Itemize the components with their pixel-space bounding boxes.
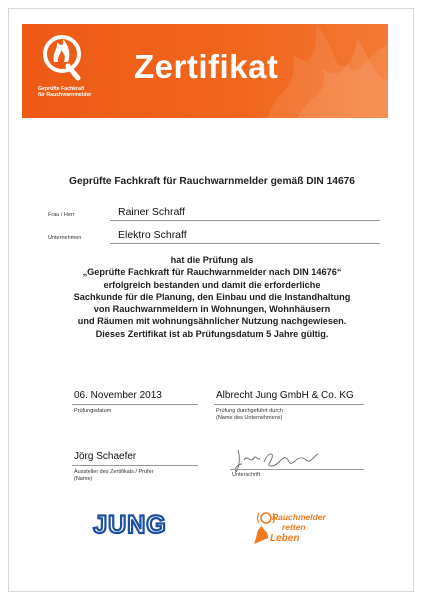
name-value: Rainer Schraff	[118, 206, 185, 218]
header-banner	[22, 24, 388, 118]
company-underline	[110, 243, 380, 244]
logo-caption	[38, 86, 118, 98]
exam-date-underline	[72, 404, 198, 405]
organisation-underline	[214, 404, 364, 405]
body-line: Dieses Zertifikat ist ab Prüfungsdatum 5 Jahre gültig.	[95, 328, 329, 339]
examiner-label-line1: Aussteller des Zertifikats / Prüfer	[74, 469, 154, 475]
examiner-label-line2: (Name)	[74, 476, 93, 482]
name-underline	[110, 220, 380, 221]
jung-logo-icon	[76, 511, 184, 539]
rrl-line2: retten	[282, 522, 306, 532]
body-line: Sachkunde für die Planung, den Einbau und die Instandhaltung	[73, 291, 351, 302]
certificate-title: Zertifikat	[134, 48, 279, 85]
exam-date-value: 06. November 2013	[74, 390, 162, 401]
signature-underline	[230, 469, 364, 470]
logo-caption-line1: Geprüfte Fachkraft	[38, 86, 85, 92]
logo-caption-line2: für Rauchwarnmelder	[38, 92, 92, 98]
organisation-label-line2: (Name des Unternehmens)	[216, 415, 283, 421]
organisation-value: Albrecht Jung GmbH & Co. KG	[216, 390, 354, 401]
body-line: von Rauchwarnmeldern in Wohnungen, Wohnhäusern	[93, 304, 331, 315]
body-line: hat die Prüfung als	[170, 255, 254, 265]
certificate-body-text	[40, 254, 384, 340]
rrl-line3: Leben	[270, 533, 300, 544]
rauchmelder-retten-leben-logo-icon	[248, 504, 326, 546]
certificate-headline: Geprüfte Fachkraft für Rauchwarnmelder gemäß DIN 14676	[69, 176, 355, 187]
signature-label: Unterschrift	[232, 472, 261, 478]
company-label: Unternehmen	[48, 235, 82, 241]
body-line: erfolgreich bestanden und damit die erforderliche	[103, 279, 321, 290]
name-label: Frau / Herr	[48, 212, 75, 218]
company-value: Elektro Schraff	[118, 229, 187, 241]
body-line: „Geprüfte Fachkraft für Rauchwarnmelder nach DIN 14676“	[82, 267, 342, 278]
body-line: und Räumen mit wohnungsähnlicher Nutzung nachgewiesen.	[77, 316, 347, 327]
jung-logo-text: JUNG	[93, 511, 167, 539]
exam-date-label: Prüfungsdatum	[74, 408, 112, 414]
examiner-value: Jörg Schaefer	[74, 451, 137, 462]
rrl-line1: Rauchmelder	[272, 512, 326, 522]
q-flame-logo-icon	[42, 34, 82, 80]
examiner-underline	[72, 465, 198, 466]
organisation-label-line1: Prüfung durchgeführt durch	[216, 408, 283, 414]
